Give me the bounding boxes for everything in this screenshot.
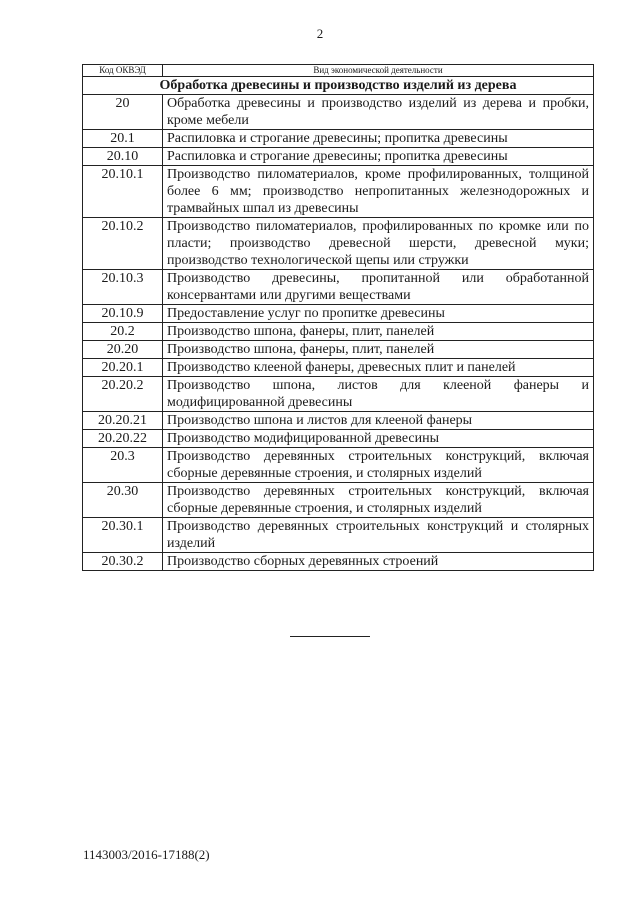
activity-description: Производство сборных деревянных строений — [163, 553, 594, 571]
okved-table — [82, 64, 594, 571]
okved-code: 20.20 — [83, 341, 163, 359]
okved-code: 20.20.22 — [83, 430, 163, 448]
table-row — [83, 553, 594, 571]
activity-description: Производство шпона, листов для клееной фанеры и модифицированной древесины — [163, 377, 594, 412]
activity-description: Производство шпона, фанеры, плит, панелей — [163, 323, 594, 341]
activity-description: Распиловка и строгание древесины; пропитка древесины — [163, 148, 594, 166]
table-row — [83, 130, 594, 148]
okved-code: 20.20.1 — [83, 359, 163, 377]
table-row — [83, 95, 594, 130]
activity-description: Производство шпона, фанеры, плит, панелей — [163, 341, 594, 359]
table-row — [83, 305, 594, 323]
okved-code: 20.30.1 — [83, 518, 163, 553]
activity-description: Производство модифицированной древесины — [163, 430, 594, 448]
activity-description: Производство деревянных строительных конструкций, включая сборные деревянные строения, и столярных изделий — [163, 483, 594, 518]
okved-code: 20.10 — [83, 148, 163, 166]
table-row — [83, 448, 594, 483]
activity-description: Производство деревянных строительных конструкций и столярных изделий — [163, 518, 594, 553]
table-row — [83, 218, 594, 270]
table-row — [83, 341, 594, 359]
activity-description: Предоставление услуг по пропитке древесины — [163, 305, 594, 323]
okved-code: 20.2 — [83, 323, 163, 341]
table-row — [83, 359, 594, 377]
activity-description: Производство древесины, пропитанной или обработанной консервантами или другими веществами — [163, 270, 594, 305]
okved-code: 20.3 — [83, 448, 163, 483]
header-activity: Вид экономической деятельности — [163, 65, 594, 77]
okved-code: 20.10.2 — [83, 218, 163, 270]
activity-description: Производство пиломатериалов, кроме профилированных, толщиной более 6 мм; производство непропитанных железнодорожных и трамвайных шпал из древесины — [163, 166, 594, 218]
document-id: 1143003/2016-17188(2) — [83, 847, 210, 862]
separator-line — [290, 636, 370, 637]
section-row — [83, 77, 594, 95]
activity-description: Производство шпона и листов для клееной фанеры — [163, 412, 594, 430]
table-header-row — [83, 65, 594, 77]
table-row — [83, 377, 594, 412]
table-row — [83, 323, 594, 341]
okved-code: 20.10.1 — [83, 166, 163, 218]
okved-code: 20.30.2 — [83, 553, 163, 571]
okved-code: 20 — [83, 95, 163, 130]
table-row — [83, 148, 594, 166]
activity-description: Распиловка и строгание древесины; пропитка древесины — [163, 130, 594, 148]
table-row — [83, 412, 594, 430]
table-row — [83, 518, 594, 553]
table-row — [83, 430, 594, 448]
activity-description: Производство клееной фанеры, древесных плит и панелей — [163, 359, 594, 377]
okved-code: 20.1 — [83, 130, 163, 148]
page-number: 2 — [316, 26, 324, 41]
table-row — [83, 483, 594, 518]
table-row — [83, 270, 594, 305]
header-code: Код ОКВЭД — [83, 65, 163, 77]
activity-description: Производство деревянных строительных конструкций, включая сборные деревянные строения, и столярных изделий — [163, 448, 594, 483]
okved-code: 20.10.9 — [83, 305, 163, 323]
activity-description: Обработка древесины и производство изделий из дерева и пробки, кроме мебели — [163, 95, 594, 130]
okved-code: 20.20.21 — [83, 412, 163, 430]
okved-code: 20.30 — [83, 483, 163, 518]
okved-code: 20.10.3 — [83, 270, 163, 305]
table-body — [83, 77, 594, 571]
okved-code: 20.20.2 — [83, 377, 163, 412]
table-row — [83, 166, 594, 218]
activity-description: Производство пиломатериалов, профилированных по кромке или по пласти; производство древесной шерсти, древесной муки; производство технологической щепы или стружки — [163, 218, 594, 270]
section-title: Обработка древесины и производство изделий из дерева — [83, 77, 594, 95]
